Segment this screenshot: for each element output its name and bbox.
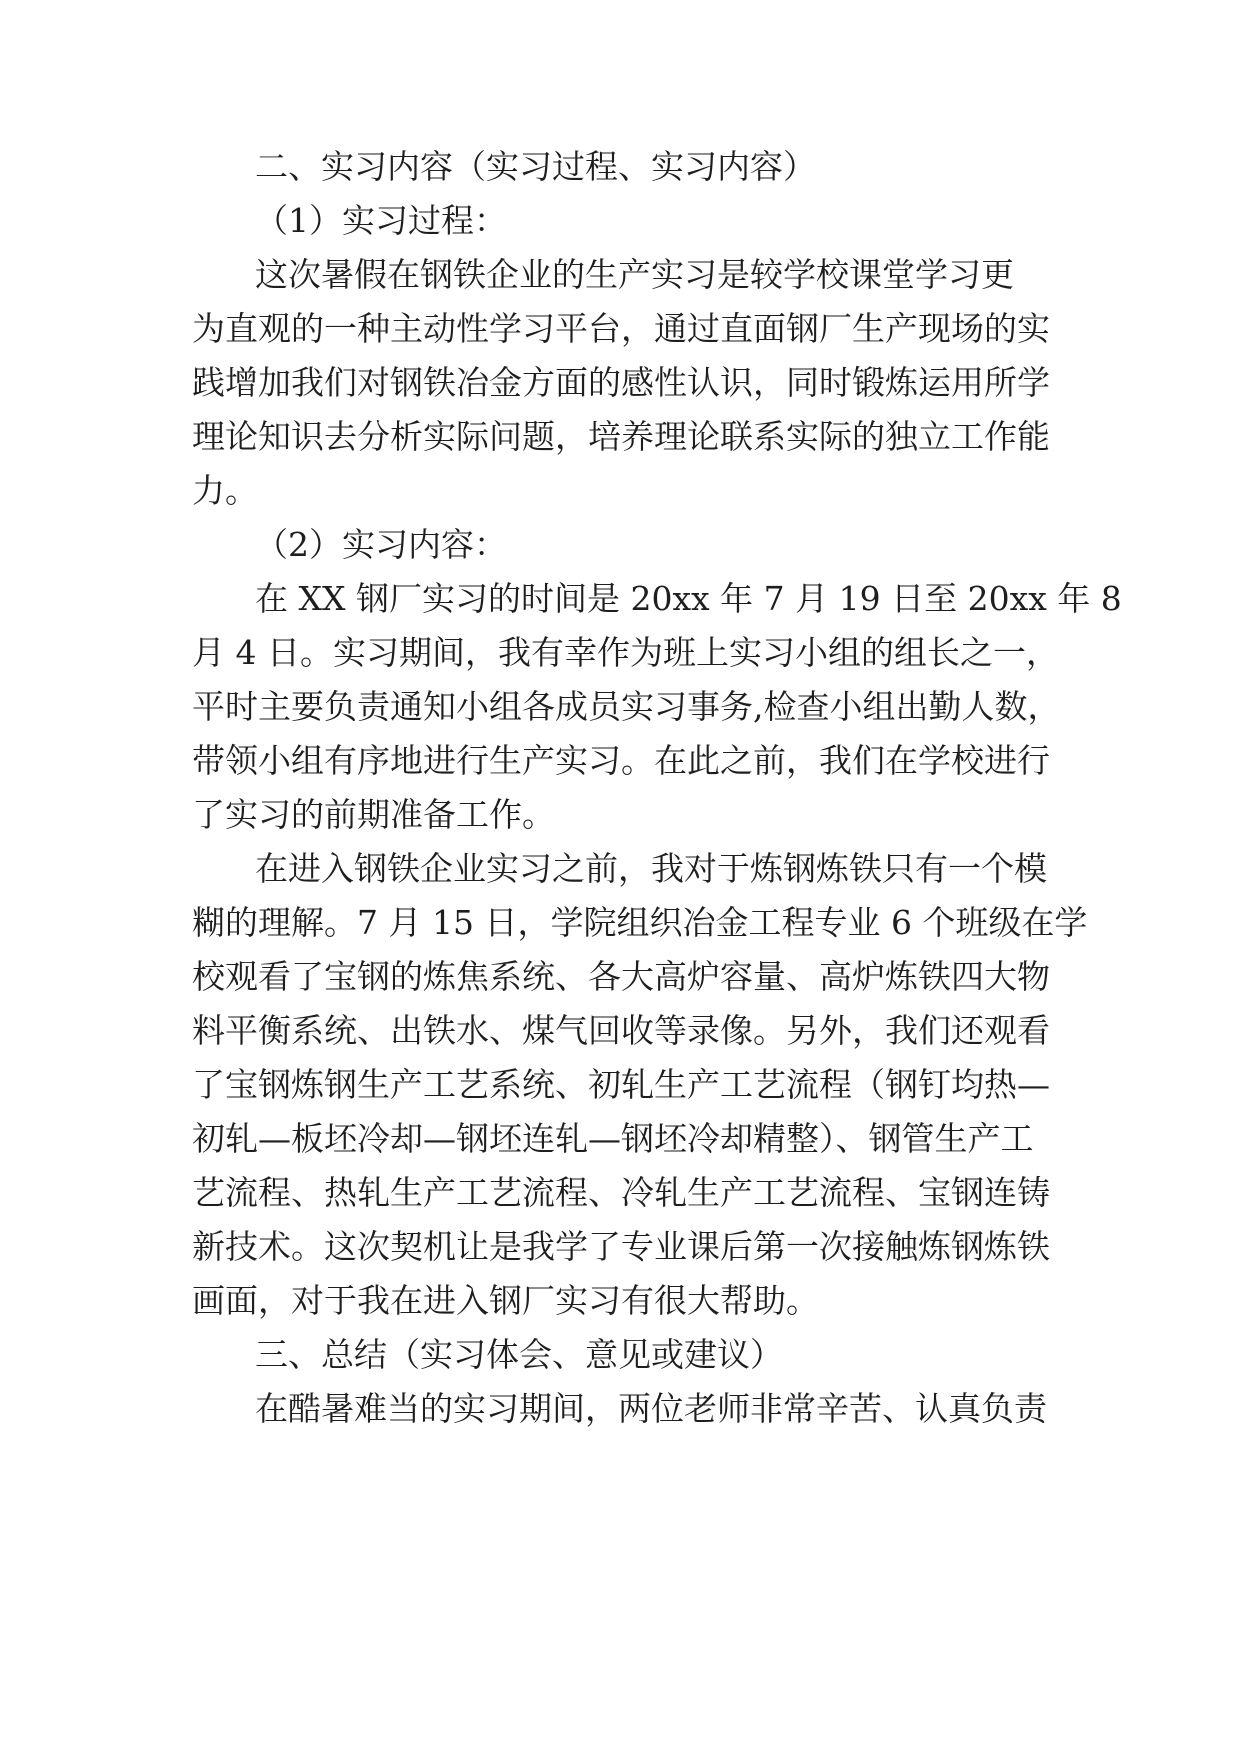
section-heading-internship-content: 二、实习内容（实习过程、实习内容） [255,147,816,186]
paragraph-line: 为直观的一种主动性学习平台，通过直面钢厂生产现场的实 [192,309,1050,348]
paragraph-line: 带领小组有序地进行生产实习。在此之前，我们在学校进行 [192,741,1050,780]
paragraph-line: 料平衡系统、出铁水、煤气回收等录像。另外，我们还观看 [192,1011,1050,1050]
subheading-internship-process: （1）实习过程： [255,201,507,240]
paragraph-line: 了宝钢炼钢生产工艺系统、初轧生产工艺流程（钢钉均热— [192,1065,1050,1104]
paragraph-line: 新技术。这次契机让是我学了专业课后第一次接触炼钢炼铁 [192,1227,1050,1266]
subheading-internship-details: （2）实习内容： [255,525,507,564]
paragraph-line: 艺流程、热轧生产工艺流程、冷轧生产工艺流程、宝钢连铸 [192,1173,1050,1212]
paragraph-line: 了实习的前期准备工作。 [192,795,555,834]
paragraph-line: 践增加我们对钢铁冶金方面的感性认识，同时锻炼运用所学 [192,363,1050,402]
paragraph-line: 在 XX 钢厂实习的时间是 20xx 年 7 月 19 日至 20xx 年 8 [255,579,1122,618]
paragraph-line: 理论知识去分析实际问题，培养理论联系实际的独立工作能 [192,417,1050,456]
paragraph-line: 这次暑假在钢铁企业的生产实习是较学校课堂学习更 [255,255,1014,294]
paragraph-line: 在进入钢铁企业实习之前，我对于炼钢炼铁只有一个模 [255,849,1047,888]
section-heading-summary: 三、总结（实习体会、意见或建议） [255,1335,783,1374]
paragraph-line: 糊的理解。7 月 15 日，学院组织冶金工程专业 6 个班级在学 [192,903,1088,942]
paragraph-line: 在酷暑难当的实习期间，两位老师非常辛苦、认真负责 [255,1389,1047,1428]
paragraph-line: 力。 [192,471,258,510]
paragraph-line: 校观看了宝钢的炼焦系统、各大高炉容量、高炉炼铁四大物 [192,957,1050,996]
paragraph-line: 画面，对于我在进入钢厂实习有很大帮助。 [192,1281,819,1320]
paragraph-line: 平时主要负责通知小组各成员实习事务,检查小组出勤人数， [192,687,1061,726]
paragraph-line: 初轧—板坯冷却—钢坯连轧—钢坯冷却精整）、钢管生产工 [192,1119,1034,1158]
paragraph-line: 月 4 日。实习期间，我有幸作为班上实习小组的组长之一， [192,633,1059,672]
